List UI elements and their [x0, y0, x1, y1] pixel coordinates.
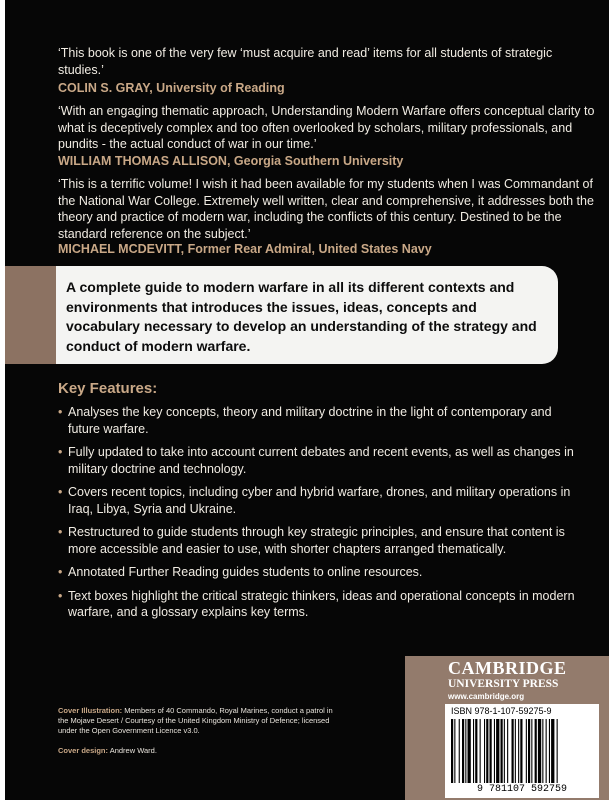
publisher-press: UNIVERSITY PRESS [448, 678, 559, 690]
review-quote-2: ‘With an engaging thematic approach, Understanding Modern Warfare offers conceptual clarity to what is deceptively complex and too often overlooked by scholars, military professionals, and pundits - the actual conduct of war in our time.’ [58, 104, 595, 151]
feature-item: • Restructured to guide students through key strategic principles, and ensure that content is more accessible and easier to use, with shorter chapters arranged thematically. [58, 525, 565, 556]
bullet-icon: • [58, 445, 63, 459]
publisher-url: www.cambridge.org [448, 692, 525, 701]
summary-panel [56, 266, 558, 364]
bullet-icon: • [58, 405, 63, 419]
feature-item: • Covers recent topics, including cyber and hybrid warfare, drones, and military operations in Iraq, Libya, Syria and Ukraine. [58, 485, 571, 516]
isbn-box [445, 704, 599, 798]
feature-item: • Fully updated to take into account current debates and recent events, as well as changes in military doctrine and technology. [58, 445, 574, 476]
design-label: Cover design: [58, 746, 109, 755]
bullet-icon: • [58, 588, 63, 603]
accent-band [5, 266, 56, 364]
cover-design-credit [58, 746, 157, 755]
bullet-icon: • [58, 485, 63, 499]
summary-text: A complete guide to modern warfare in all its different contexts and environments that introduces the issues, ideas, concepts and vocabulary necessary to develop an understanding of the strategy and conduct of modern warfare. [66, 279, 537, 354]
feature-item: • Analyses the key concepts, theory and military doctrine in the light of contemporary and future warfare. [58, 405, 552, 436]
bullet-icon: • [58, 565, 63, 579]
key-features-title: Key Features: [58, 380, 158, 397]
review-attribution-1: COLIN S. GRAY, University of Reading [58, 81, 285, 95]
cover-illustration-credit [58, 706, 343, 736]
back-cover [5, 0, 609, 800]
barcode-digits: 9 781107 592759 [476, 784, 567, 795]
feature-item: • Annotated Further Reading guides students to online resources. [58, 565, 423, 579]
review-quote-1: ‘This book is one of the very few ‘must acquire and read’ items for all students of strategic studies.’ [58, 46, 553, 77]
isbn-text: ISBN 978-1-107-59275-9 [451, 706, 552, 716]
review-attribution-3: MICHAEL MCDEVITT, Former Rear Admiral, United States Navy [58, 242, 432, 256]
feature-item: • Text boxes highlight the critical strategic thinkers, ideas and operational concepts in modern warfare, and a glossary explains key terms. [58, 588, 575, 619]
design-text: Andrew Ward. [109, 746, 157, 755]
review-quote-3: ‘This is a terrific volume! I wish it had been available for my students when I was Commandant of the National War College. Extremely well written, clear and comprehensive, it addresses both the theory and practice of modern war, including the conflicts of this century. Destined to be the standard reference on the subject.’ [58, 177, 594, 241]
bullet-icon: • [58, 525, 63, 539]
publisher-block [405, 656, 609, 800]
publisher-name: CAMBRIDGE [448, 658, 567, 678]
credit-text: Members of 40 Commando, Royal Marines, conduct a patrol in the Mojave Desert / Courtesy of the United Kingdom Ministry of Defence; licensed under the Open Government Licence v3.0. [58, 706, 333, 735]
barcode-icon [451, 719, 593, 783]
credit-label: Cover Illustration: [58, 706, 123, 715]
key-features-list [58, 404, 578, 628]
review-attribution-2: WILLIAM THOMAS ALLISON, Georgia Southern University [58, 154, 404, 168]
